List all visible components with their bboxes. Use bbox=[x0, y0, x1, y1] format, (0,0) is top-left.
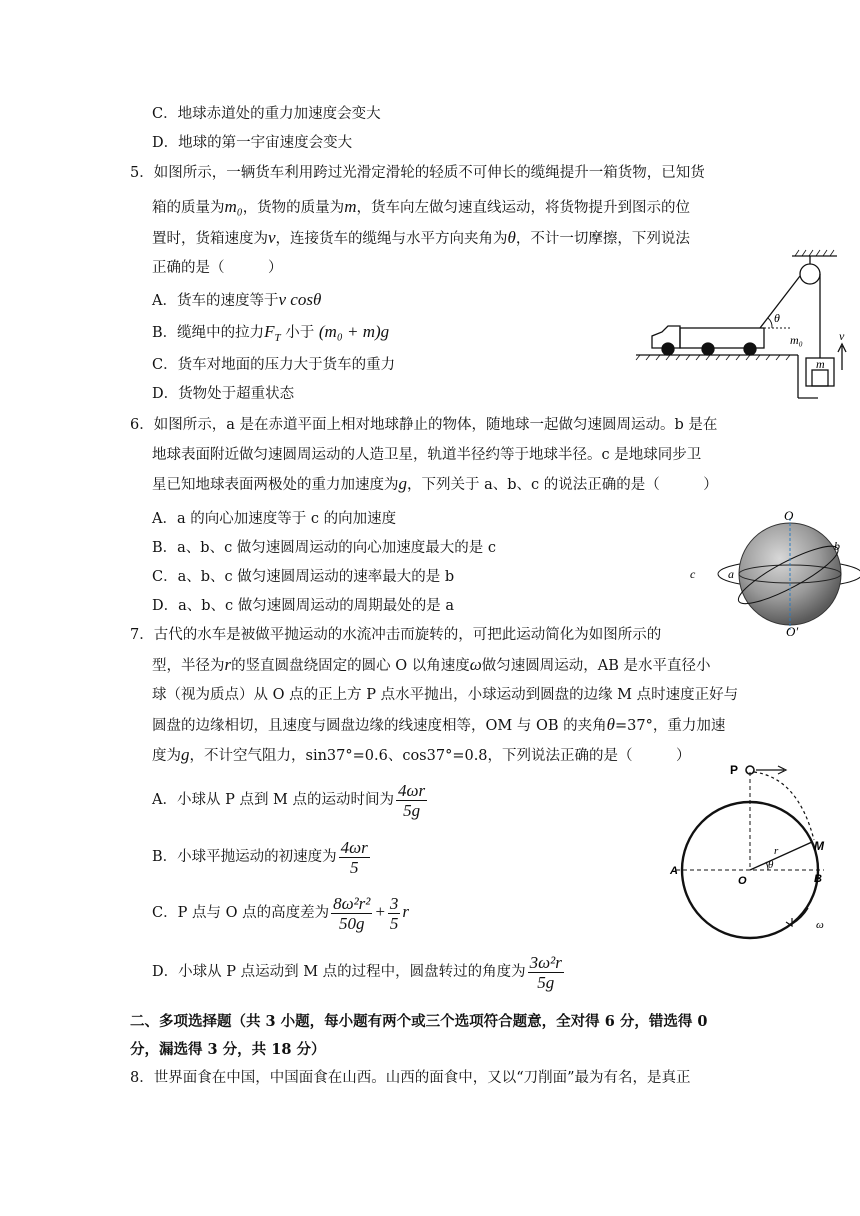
q5-stem-line4: 正确的是（ ） bbox=[152, 260, 283, 276]
q6-option-c: C．a、b、c 做匀速圆周运动的速率最大的是 b bbox=[152, 569, 455, 585]
q5-stem-line1: 5．如图所示，一辆货车利用跨过光滑定滑轮的轻质不可伸长的缆绳提升一箱货物，已知货 bbox=[130, 165, 705, 181]
q7-stem-line4: 圆盘的边缘相切，且速度与圆盘边缘的线速度相等，OM 与 OB 的夹角θ=37°，重力加速 bbox=[152, 715, 726, 734]
q6-stem-line1: 6．如图所示，a 是在赤道平面上相对地球静止的物体，随地球一起做匀速圆周运动。b 是在 bbox=[130, 417, 718, 433]
section2-heading-line1: 二、多项选择题（共 3 小题，每小题有两个或三个选项符合题意，全对得 6 分，错选得 0 bbox=[130, 1013, 708, 1030]
q7-stem-line3: 球（视为质点）从 O 点的正上方 P 点水平抛出，小球运动到圆盘的边缘 M 点时速度正好与 bbox=[152, 687, 739, 703]
q5-fig-v: v bbox=[839, 329, 845, 343]
q7-fig-omega: ω bbox=[816, 919, 824, 931]
q6-option-d: D．a、b、c 做匀速圆周运动的周期最处的是 a bbox=[152, 598, 455, 614]
q7-figure bbox=[668, 758, 838, 940]
q7-fig-A: A bbox=[670, 865, 678, 877]
q5-stem-line2: 箱的质量为m₀，货物的质量为m，货车向左做匀速直线运动，将货物提升到图示的位 bbox=[152, 197, 690, 216]
q5-option-a: A．货车的速度等于v cosθ bbox=[152, 290, 322, 309]
pulley-icon bbox=[800, 264, 820, 284]
q7-fig-B: B bbox=[814, 873, 822, 885]
q5-option-b: B．缆绳中的拉力$F_T$ 小于 (m₀ + m)g bbox=[152, 322, 390, 344]
q7-option-c: C．P 点与 O 点的高度差为 $\frac{\text{8ω²r²}}{50g}$ + $\frac{3}{5}$ r bbox=[152, 893, 409, 933]
q7-fig-P: P bbox=[730, 763, 739, 777]
q4-option-d: D．地球的第一宇宙速度会变大 bbox=[152, 135, 353, 151]
q7-stem-line2: 型，半径为r的竖直圆盘绕固定的圆心 O 以角速度ω做匀速圆周运动，AB 是水平直径小 bbox=[152, 655, 711, 674]
q6-stem-line2: 地球表面附近做匀速圆周运动的人造卫星，轨道半径约等于地球半径。c 是地球同步卫 bbox=[152, 447, 702, 463]
q5-option-d: D．货物处于超重状态 bbox=[152, 386, 295, 402]
q6-option-a: A．a 的向心加速度等于 c 的向加速度 bbox=[152, 511, 397, 527]
q7-stem-line5: 度为g，不计空气阻力，sin37°=0.6、cos37°=0.8，下列说法正确的是（ ） bbox=[152, 745, 691, 764]
q7-fig-theta: θ bbox=[768, 859, 774, 871]
q5-fig-m: m bbox=[816, 357, 825, 371]
q7-option-b: B．小球平抛运动的初速度为 $\frac{4\omega r}{5}$ bbox=[152, 837, 368, 877]
q6-stem-line3: 星已知地球表面两极处的重力加速度为g，下列关于 a、b、c 的说法正确的是（ ） bbox=[152, 474, 718, 493]
q6-fig-O: O bbox=[784, 510, 794, 523]
q6-fig-c: c bbox=[690, 567, 696, 581]
q5-fig-theta: θ bbox=[774, 311, 780, 325]
q7-fig-r: r bbox=[774, 845, 779, 857]
q7-fig-O: O bbox=[738, 875, 747, 887]
section2-heading-line2: 分，漏选得 3 分，共 18 分） bbox=[130, 1041, 326, 1058]
q5-figure bbox=[632, 248, 852, 406]
q6-figure bbox=[688, 510, 860, 638]
q6-option-b: B．a、b、c 做匀速圆周运动的向心加速度最大的是 c bbox=[152, 540, 497, 556]
q5-fig-m0: m₀ bbox=[790, 333, 803, 347]
q4-option-c: C．地球赤道处的重力加速度会变大 bbox=[152, 106, 381, 122]
q7-option-a: A．小球从 P 点到 M 点的运动时间为 $\frac{4\omega r}{5g}$ bbox=[152, 780, 426, 820]
q7-fig-M: M bbox=[814, 839, 824, 853]
q7-stem-line1: 7．古代的水车是被做平抛运动的水流冲击而旋转的，可把此运动简化为如图所示的 bbox=[130, 627, 662, 643]
q6-fig-a: a bbox=[728, 567, 734, 581]
q6-fig-O2: O′ bbox=[786, 624, 799, 638]
q6-fig-b: b bbox=[834, 539, 840, 553]
q5-option-c: C．货车对地面的压力大于货车的重力 bbox=[152, 357, 396, 373]
q5-stem-line3: 置时，货箱速度为v，连接货车的缆绳与水平方向夹角为θ，不计一切摩擦，下列说法 bbox=[152, 228, 690, 247]
q7-option-d: D．小球从 P 点运动到 M 点的过程中，圆盘转过的角度为 $\frac{\text{3ω²r}}{5g}$ bbox=[152, 952, 562, 992]
q8-stem-line1: 8．世界面食在中国，中国面食在山西。山西的面食中，又以“刀削面”最为有名，是真正 bbox=[130, 1070, 691, 1086]
